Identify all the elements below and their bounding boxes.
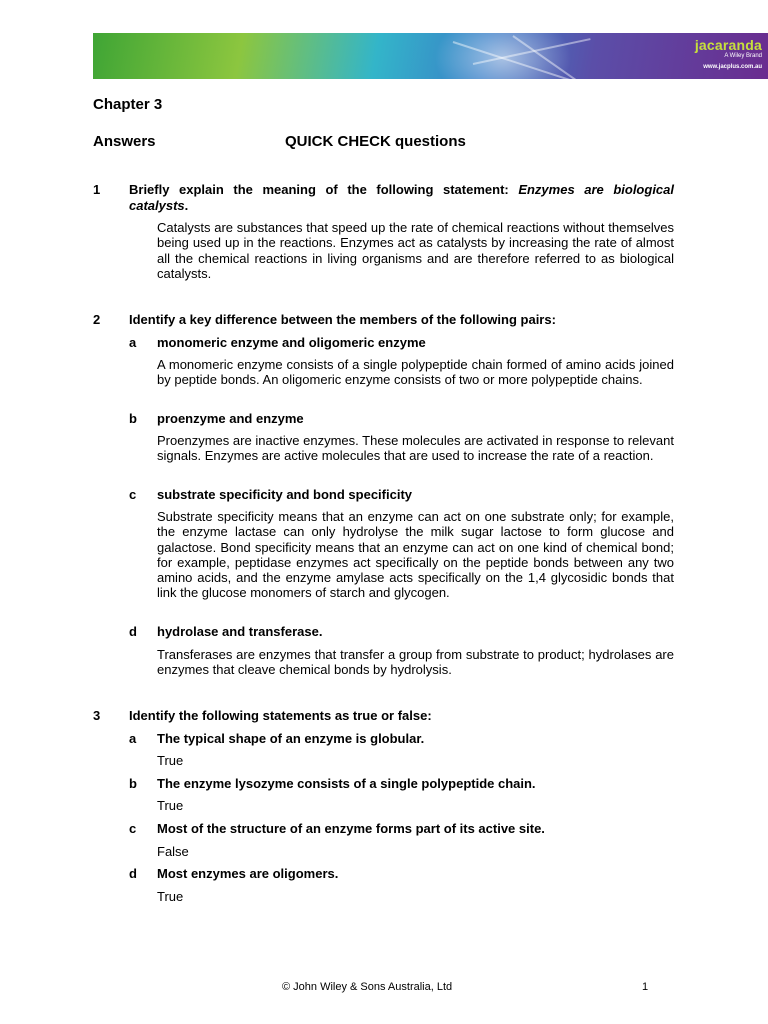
- question-text: Identify the following statements as true or false:: [129, 708, 432, 723]
- chapter-title: Chapter 3: [93, 96, 163, 113]
- section-title: QUICK CHECK questions: [285, 133, 466, 150]
- answer-text: Catalysts are substances that speed up the rate of chemical reactions without themselves being used up in the reactions. Enzymes act as catalysts by increasing the rate of almost all the chemical reactions in living organisms and are therefore referred to as biological catalysts.: [157, 220, 674, 281]
- part-answer: True: [157, 889, 184, 904]
- header-banner: [93, 33, 768, 79]
- part-answer: Proenzymes are inactive enzymes. These molecules are activated in response to relevant signals. Enzymes are active molecules that are used to increase the rate of a reaction.: [157, 433, 674, 464]
- part-letter: b: [129, 411, 137, 426]
- part-prompt: hydrolase and transferase.: [157, 624, 323, 639]
- part-letter: c: [129, 821, 137, 836]
- footer-copyright: © John Wiley & Sons Australia, Ltd: [282, 981, 453, 993]
- question-text: Identify a key difference between the members of the following pairs:: [129, 312, 556, 327]
- part-letter: a: [129, 335, 137, 350]
- part-letter: b: [129, 776, 137, 791]
- question-text-end: .: [184, 197, 189, 213]
- page-number: 1: [642, 981, 649, 993]
- part-letter: a: [129, 731, 137, 746]
- answers-label: Answers: [93, 133, 156, 150]
- question-text-italic: Enzymes are biological catalysts: [129, 182, 674, 213]
- brand-url: www.jacplus.com.au: [703, 64, 762, 70]
- part-letter: d: [129, 624, 137, 639]
- part-answer: A monomeric enzyme consists of a single polypeptide chain formed of amino acids joined by peptide bonds. An oligomeric enzyme consists of two or more polypeptide chains.: [157, 357, 674, 388]
- question-text: [129, 182, 674, 213]
- part-prompt: Most of the structure of an enzyme forms part of its active site.: [157, 821, 545, 836]
- part-prompt: Most enzymes are oligomers.: [157, 866, 339, 881]
- brand-tagline: A Wiley Brand: [724, 53, 762, 59]
- part-letter: c: [129, 487, 137, 502]
- question-number: 2: [93, 312, 101, 327]
- part-answer: Transferases are enzymes that transfer a group from substrate to product; hydrolases are enzymes that cleave chemical bonds by hydrolysis.: [157, 647, 674, 678]
- brand-logo: [695, 38, 762, 73]
- question-number: 3: [93, 708, 101, 723]
- question-number: 1: [93, 182, 101, 197]
- brand-name: jacaranda: [694, 37, 762, 53]
- part-answer: True: [157, 753, 184, 768]
- part-prompt: monomeric enzyme and oligomeric enzyme: [157, 335, 426, 350]
- part-answer: Substrate specificity means that an enzyme can act on one substrate only; for example, the enzyme lactase can only hydrolyse the milk sugar lactose to form glucose and galactose. Bond specificity means that an enzyme can act on one kind of chemical bond; for example, peptidase enzymes act specifically on the peptide bonds between any two amino acids, and the enzyme amylase acts specifically on the 1,4 glycosidic bonds that link the glucose monomers of starch and glycogen.: [157, 509, 674, 601]
- part-prompt: substrate specificity and bond specificity: [157, 487, 413, 502]
- part-letter: d: [129, 866, 137, 881]
- part-answer: True: [157, 798, 184, 813]
- question-text-plain: Briefly explain the meaning of the following statement:: [129, 182, 519, 197]
- part-prompt: The enzyme lysozyme consists of a single polypeptide chain.: [157, 776, 536, 791]
- part-prompt: proenzyme and enzyme: [157, 411, 304, 426]
- part-prompt: The typical shape of an enzyme is globular.: [157, 731, 425, 746]
- part-answer: False: [157, 844, 189, 859]
